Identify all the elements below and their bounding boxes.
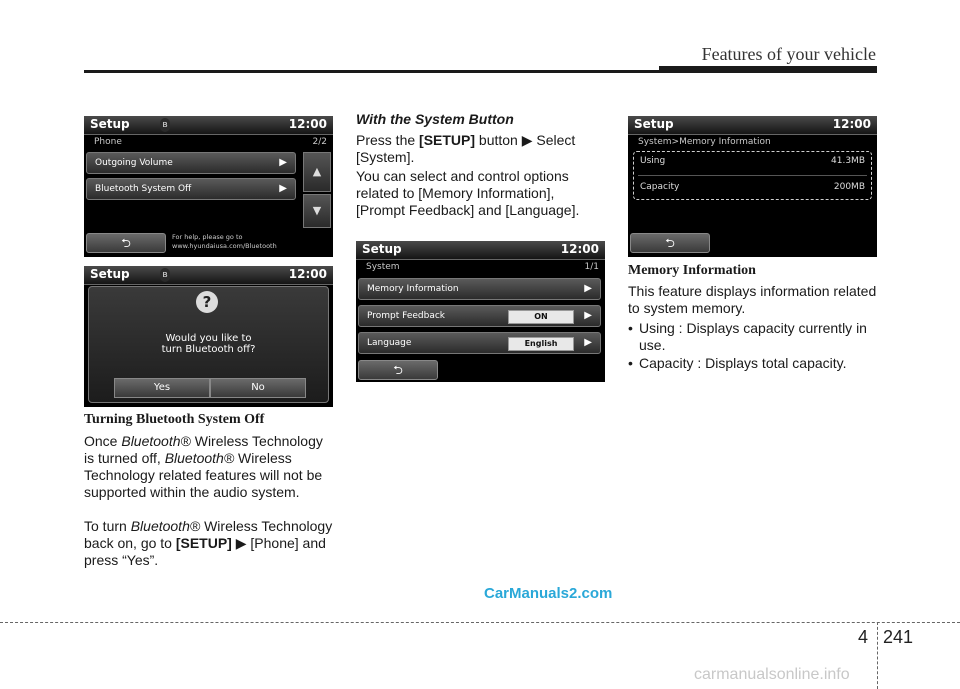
message-line-2: turn Bluetooth off?: [161, 344, 256, 355]
bullet-capacity: • Capacity : Displays total capacity.: [628, 355, 877, 372]
using-label: Using: [640, 156, 666, 166]
middle-paragraph-2: You can select and control options related to [Memory Information], [Prompt Feedback] and [Language].: [356, 168, 580, 218]
back-arrow-icon: ⮌: [121, 236, 131, 250]
header-rule-thick: [659, 66, 877, 73]
back-button[interactable]: [630, 233, 710, 253]
help-line-2: www.hyundaiusa.com/Bluetooth: [172, 242, 277, 250]
dialog-message: [89, 333, 328, 355]
right-arrow-icon: ▶: [279, 183, 287, 194]
page-indicator: 1/1: [584, 262, 599, 272]
capacity-label: Capacity: [640, 182, 680, 192]
caption-turning-bluetooth-off: Turning Bluetooth System Off: [84, 412, 265, 427]
bullet-using: • Using : Displays capacity currently in use.: [628, 320, 877, 354]
header-rule: [84, 70, 659, 73]
screen-subtitle: System>Memory Information: [638, 137, 771, 147]
back-button[interactable]: [86, 233, 166, 253]
prompt-feedback-item[interactable]: [358, 305, 601, 327]
item-label: Memory Information: [367, 284, 459, 294]
left-paragraph-1: Once Bluetooth® Wireless Technology is turned off, Bluetooth® Wireless Technology related features will not be supported within the audio system.: [84, 433, 323, 500]
clock: 12:00: [288, 117, 327, 131]
right-arrow-icon: ▶: [584, 283, 592, 294]
bluetooth-system-off-item[interactable]: [86, 178, 296, 200]
bullet-text: Capacity : Displays total capacity.: [639, 355, 847, 371]
divider: [638, 175, 867, 176]
middle-paragraph-1: Press the [SETUP] button ▶ Select [System].: [356, 132, 576, 165]
footer-dashed-rule: [0, 622, 960, 623]
watermark-bottom: carmanualsonline.info: [694, 666, 850, 683]
item-label: Bluetooth System Off: [95, 184, 192, 194]
scroll-up-button[interactable]: ▲: [303, 152, 331, 192]
right-arrow-icon: ▶: [279, 157, 287, 168]
bluetooth-icon: ʙ: [160, 268, 170, 282]
item-label: Language: [367, 338, 412, 348]
language-item[interactable]: [358, 332, 601, 354]
section-heading-system-button: With the System Button: [356, 111, 514, 127]
screen-title: Setup: [90, 117, 130, 131]
using-value: 41.3MB: [831, 156, 865, 166]
back-arrow-icon: ⮌: [393, 363, 403, 377]
right-arrow-icon: ▶: [584, 310, 592, 321]
help-text: [172, 233, 277, 251]
watermark-top[interactable]: CarManuals2.com: [484, 585, 613, 602]
screen-subtitle: Phone: [94, 137, 122, 147]
capacity-value: 200MB: [833, 182, 865, 192]
question-icon: ?: [196, 291, 218, 313]
system-setup-screen: [356, 241, 605, 382]
outgoing-volume-item[interactable]: [86, 152, 296, 174]
back-arrow-icon: ⮌: [665, 236, 675, 250]
clock: 12:00: [560, 242, 599, 256]
item-label: Outgoing Volume: [95, 158, 173, 168]
page-number: 241: [883, 627, 914, 647]
clock: 12:00: [832, 117, 871, 131]
screen-title: Setup: [362, 242, 402, 256]
scroll-down-button[interactable]: ▼: [303, 194, 331, 228]
chapter-number: 4: [858, 627, 869, 647]
bluetooth-off-dialog-screen: [84, 266, 333, 407]
memory-information-item[interactable]: [358, 278, 601, 300]
language-value: English: [508, 337, 574, 351]
bluetooth-icon: ʙ: [160, 118, 170, 132]
back-button[interactable]: [358, 360, 438, 380]
prompt-feedback-value: ON: [508, 310, 574, 324]
right-arrow-icon: ▶: [584, 337, 592, 348]
caption-memory-information: Memory Information: [628, 263, 756, 278]
item-label: Prompt Feedback: [367, 311, 446, 321]
memory-info-box: [633, 151, 872, 200]
dialog-box: [88, 286, 329, 403]
help-line-1: For help, please go to: [172, 233, 243, 241]
memory-information-screen: [628, 116, 877, 257]
right-paragraph-1: This feature displays information related to system memory.: [628, 283, 877, 316]
message-line-1: Would you like to: [165, 333, 252, 344]
no-button[interactable]: No: [210, 378, 306, 398]
phone-setup-screen: [84, 116, 333, 257]
left-paragraph-2: To turn Bluetooth® Wireless Technology back on, go to [SETUP] ▶ [Phone] and press “Yes”.: [84, 518, 333, 568]
bullet-text: Using : Displays capacity currently in use.: [639, 320, 867, 353]
page-indicator: 2/2: [312, 137, 327, 147]
header-title: Features of your vehicle: [701, 44, 876, 64]
screen-title: Setup: [90, 267, 130, 281]
yes-button[interactable]: Yes: [114, 378, 210, 398]
screen-subtitle: System: [366, 262, 400, 272]
clock: 12:00: [288, 267, 327, 281]
footer-vertical-dashed-rule: [877, 622, 878, 689]
screen-title: Setup: [634, 117, 674, 131]
